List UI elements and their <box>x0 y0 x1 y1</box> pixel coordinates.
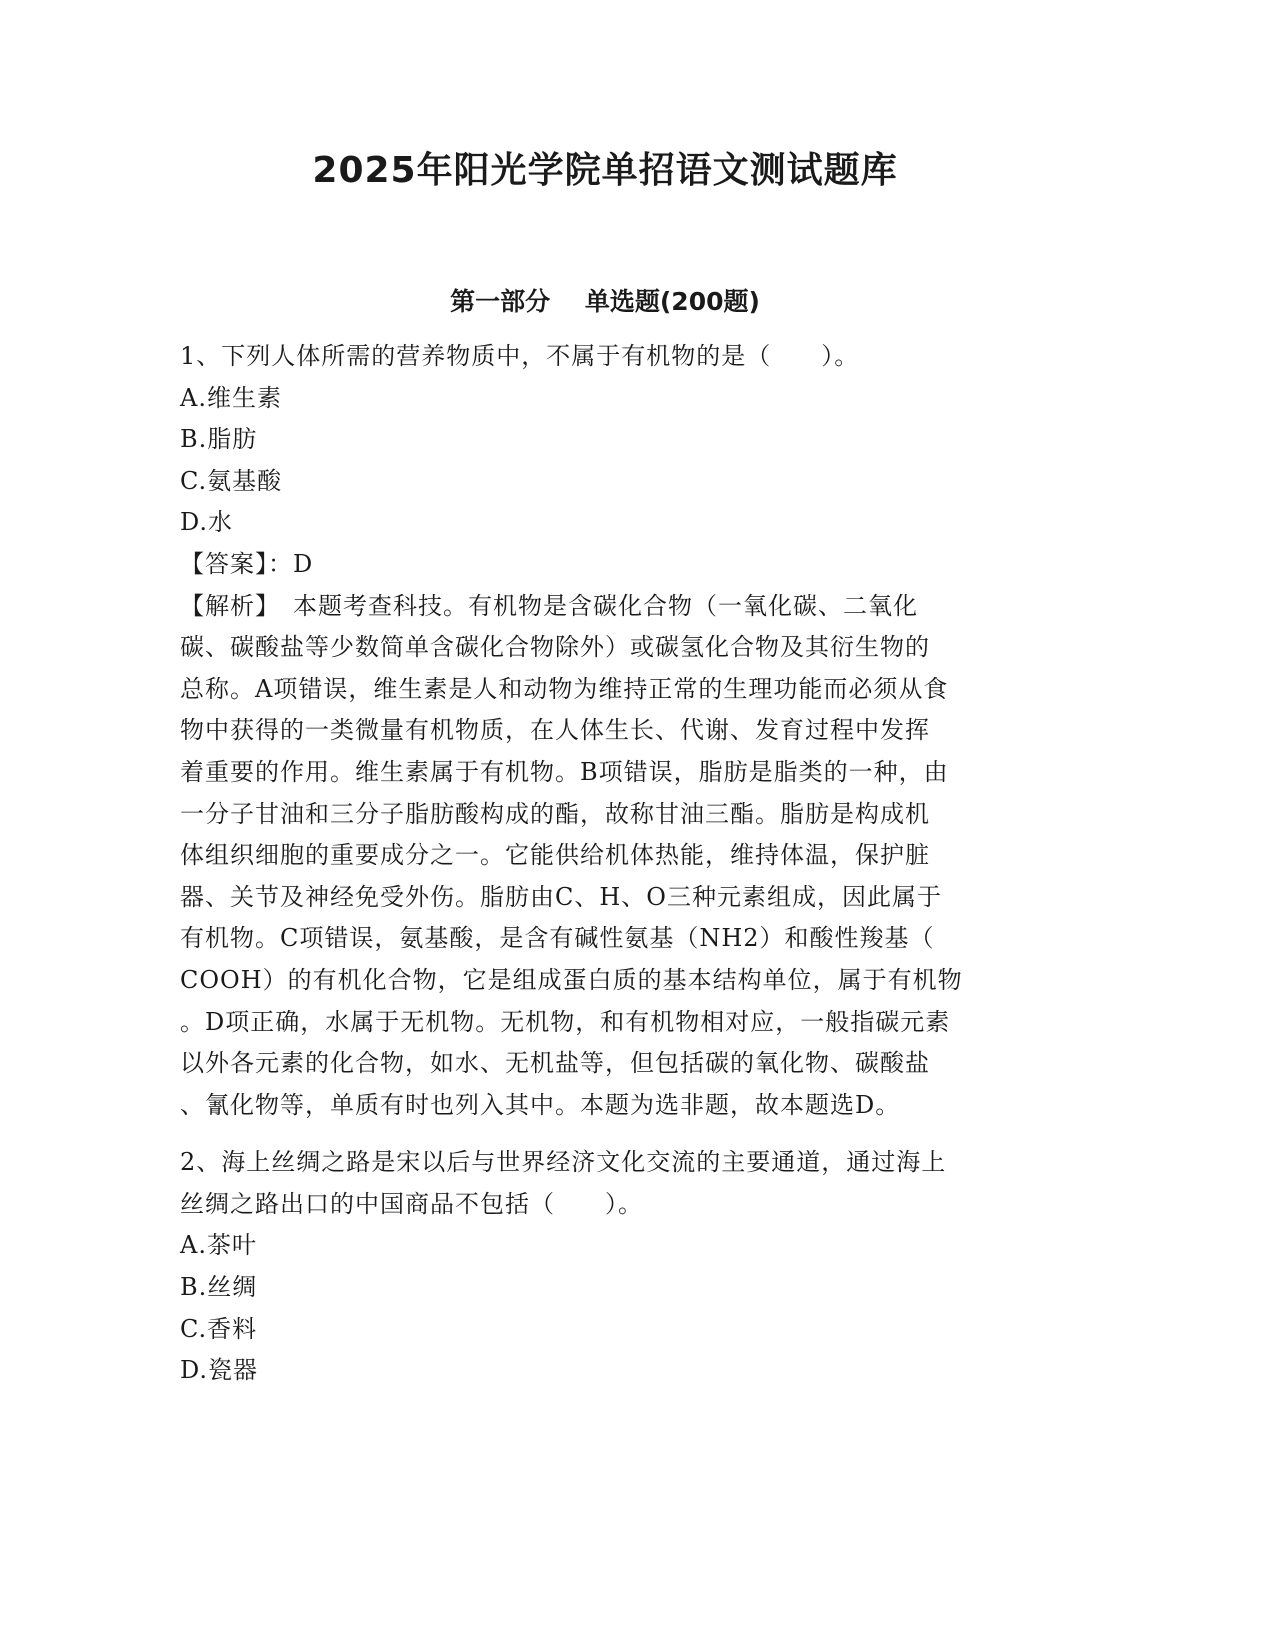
analysis-line: 以外各元素的化合物，如水、无机盐等，但包括碳的氧化物、碳酸盐 <box>180 1049 930 1078</box>
analysis-line: 、氰化物等，单质有时也列入其中。本题为选非题，故本题选D。 <box>180 1090 901 1119</box>
analysis-line: 物中获得的一类微量有机物质，在人体生长、代谢、发育过程中发挥 <box>180 716 930 745</box>
question-stem: 1、下列人体所需的营养物质中，不属于有机物的是（ ）。 <box>180 342 860 370</box>
analysis-line: 总称。A项错误，维生素是人和动物为维持正常的生理功能而必须从食 <box>180 674 949 703</box>
option-c: C.香料 <box>180 1314 258 1343</box>
analysis-line: 器、关节及神经免受外伤。脂肪由C、H、O三种元素组成，因此属于 <box>180 882 942 911</box>
question-stem: 丝绸之路出口的中国商品不包括（ ）。 <box>180 1189 643 1218</box>
option-d: D.瓷器 <box>180 1356 259 1385</box>
analysis-line: 。D项正确，水属于无机物。无机物，和有机物相对应，一般指碳元素 <box>180 1007 951 1036</box>
answer-line <box>180 544 1040 586</box>
question-list <box>180 336 1040 1392</box>
analysis-line: 有机物。C项错误，氨基酸，是含有碱性氨基（NH2）和酸性羧基（ <box>180 924 935 953</box>
question-stem: 2、海上丝绸之路是宋以后与世界经济文化交流的主要通道，通过海上 <box>180 1148 947 1177</box>
analysis-line: 体组织细胞的重要成分之一。它能供给机体热能，维持体温，保护脏 <box>180 841 930 870</box>
option-c: C.氨基酸 <box>180 466 283 495</box>
option-a: A.茶叶 <box>180 1231 257 1260</box>
answer-value: D <box>293 549 314 578</box>
analysis-line: 【解析】 本题考查科技。有机物是含碳化合物（一氧化碳、二氧化 <box>180 591 918 620</box>
option-b: B.丝绸 <box>180 1273 258 1302</box>
option-a: A.维生素 <box>180 383 282 412</box>
analysis-line: 碳、碳酸盐等少数简单含碳化合物除外）或碳氢化合物及其衍生物的 <box>180 633 930 662</box>
answer-label: 【答案】： <box>180 549 293 578</box>
question-1 <box>180 336 1040 1126</box>
analysis-line: COOH）的有机化合物，它是组成蛋白质的基本结构单位，属于有机物 <box>180 965 963 994</box>
option-d: D.水 <box>180 508 234 537</box>
option-b: B.脂肪 <box>180 425 258 454</box>
analysis-line: 着重要的作用。维生素属于有机物。B项错误，脂肪是脂类的一种，由 <box>180 757 949 786</box>
section-heading: 第一部分 单选题(200题) <box>450 287 760 316</box>
analysis-line: 一分子甘油和三分子脂肪酸构成的酯，故称甘油三酯。脂肪是构成机 <box>180 799 930 828</box>
question-2 <box>180 1142 1040 1392</box>
document-title: 2025年阳光学院单招语文测试题库 <box>312 150 898 191</box>
